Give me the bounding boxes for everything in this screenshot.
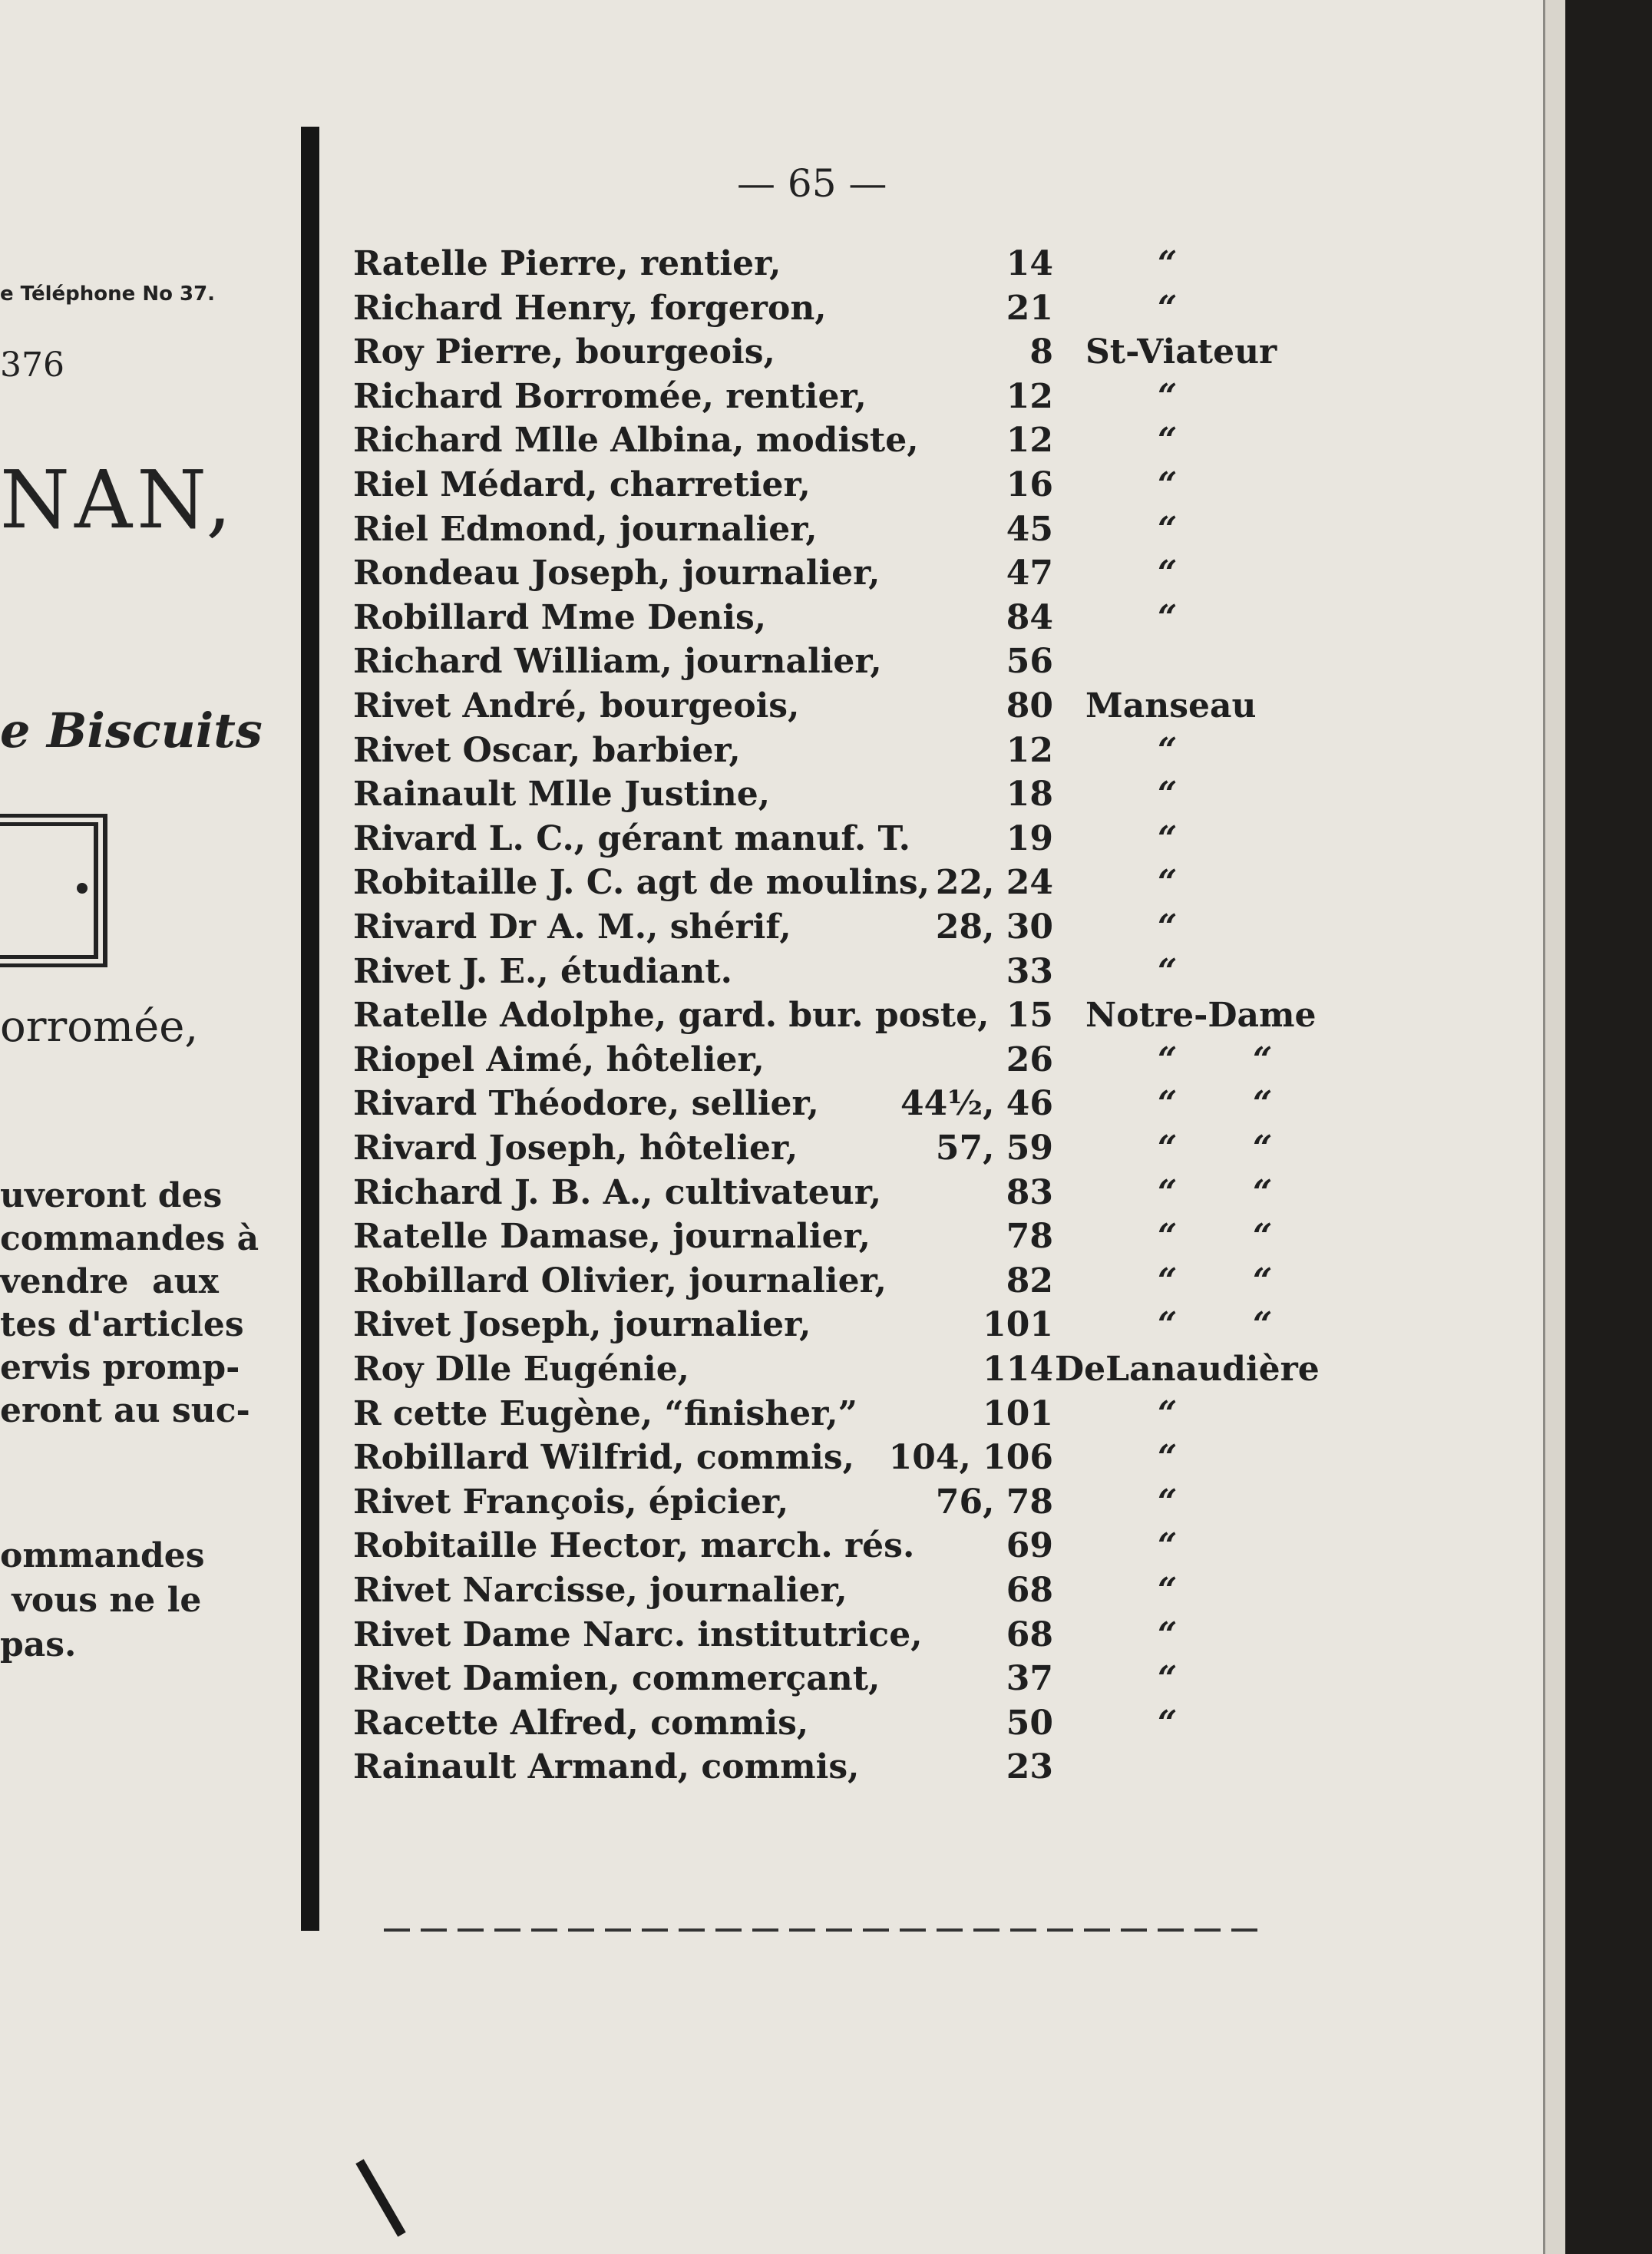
entry-number: 14 (1006, 244, 1053, 283)
entry-name: Rainault Armand, commis, (353, 1747, 860, 1787)
entry-number: 16 (1006, 465, 1053, 504)
ditto-mark: “ (1158, 1305, 1178, 1345)
ditto-mark: “ (1158, 465, 1178, 504)
ditto-mark: “ (1158, 907, 1178, 947)
ditto-mark: “ (1158, 1526, 1178, 1566)
entry-number: 57, 59 (935, 1129, 1053, 1168)
entry-name: Rivet Joseph, journalier, (353, 1305, 811, 1345)
ditto-mark: “ (1253, 1039, 1273, 1079)
background-edge (1566, 0, 1652, 2254)
entry-number: 21 (1006, 288, 1053, 328)
ditto-mark: “ (1158, 818, 1178, 858)
entry-number: 26 (1006, 1039, 1053, 1079)
list-item (0, 1659, 1053, 1702)
bottom-rule (384, 1928, 1267, 1932)
entry-name: Rivet Oscar, barbier, (353, 730, 741, 770)
ditto-mark: “ (1158, 1703, 1178, 1743)
ditto-mark: “ (1253, 1261, 1273, 1301)
entry-number: 76, 78 (935, 1482, 1053, 1522)
entry-name: Robillard Wilfrid, commis, (353, 1438, 854, 1478)
advert-paragraph-1: uveront des commandes à vendre aux tes d'articles ervis promp- eront au suc- (0, 1176, 259, 1430)
phone-number: 376 (0, 345, 64, 385)
list-item (0, 1084, 1053, 1127)
ditto-mark: “ (1158, 1614, 1178, 1654)
list-item (0, 1747, 1053, 1790)
entry-number: 101 (983, 1305, 1053, 1345)
ditto-mark: “ (1158, 376, 1178, 416)
list-item (0, 421, 1053, 464)
entry-number: 69 (1006, 1526, 1053, 1566)
entry-number: 56 (1006, 642, 1053, 682)
ditto-mark: “ (1158, 288, 1178, 328)
entry-number: 15 (1006, 996, 1053, 1036)
list-item (0, 1261, 1053, 1304)
entry-name: Richard Borromée, rentier, (353, 376, 867, 416)
ditto-mark: “ (1158, 1129, 1178, 1168)
entry-street: St-Viateur (1085, 332, 1277, 372)
ditto-mark: “ (1253, 1172, 1273, 1212)
list-item (0, 819, 1053, 862)
advert-address: orromée, (0, 1002, 199, 1052)
entry-name: R cette Eugène, “finisher,” (353, 1393, 857, 1433)
entry-number: 104, 106 (888, 1438, 1053, 1478)
entry-number: 50 (1006, 1703, 1053, 1743)
entry-name: Robitaille Hector, march. rés. (353, 1526, 915, 1566)
ditto-mark: “ (1158, 1217, 1178, 1257)
ditto-mark: “ (1158, 1482, 1178, 1522)
list-item (0, 1129, 1053, 1172)
list-item (0, 289, 1053, 332)
entry-number: 44½, 46 (900, 1084, 1053, 1124)
ditto-mark: “ (1158, 730, 1178, 770)
entry-name: Rivard Dr A. M., shérif, (353, 907, 791, 947)
entry-number: 84 (1006, 597, 1053, 637)
ditto-mark: “ (1158, 597, 1178, 637)
ditto-mark: “ (1158, 863, 1178, 903)
entry-number: 18 (1006, 775, 1053, 815)
entry-name: Richard William, journalier, (353, 642, 882, 682)
entry-number: 45 (1006, 509, 1053, 549)
entry-number: 12 (1006, 730, 1053, 770)
ditto-mark: “ (1158, 1261, 1178, 1301)
entry-name: Riopel Aimé, hôtelier, (353, 1039, 765, 1079)
entry-number: 80 (1006, 686, 1053, 725)
entry-name: Rivard Théodore, sellier, (353, 1084, 819, 1124)
entry-number: 78 (1006, 1217, 1053, 1257)
list-item (0, 1217, 1053, 1260)
list-item (0, 863, 1053, 906)
entry-number: 37 (1006, 1659, 1053, 1699)
page-edge (1543, 0, 1565, 2254)
entry-number: 47 (1006, 554, 1053, 593)
list-item (0, 1571, 1053, 1614)
entry-name: Rivard Joseph, hôtelier, (353, 1129, 798, 1168)
list-item (0, 1704, 1053, 1747)
ditto-mark: “ (1253, 1305, 1273, 1345)
entry-number: 101 (983, 1393, 1053, 1433)
list-item (0, 510, 1053, 553)
entry-name: Rivet Narcisse, journalier, (353, 1571, 847, 1610)
entry-name: Roy Dlle Eugénie, (353, 1350, 690, 1389)
entry-name: Ratelle Adolphe, gard. bur. poste, (353, 996, 990, 1036)
entry-name: Rivet André, bourgeois, (353, 686, 800, 725)
advert-paragraph-2: ommandes vous ne le pas. (0, 1536, 205, 1664)
ditto-mark: “ (1158, 554, 1178, 593)
advert-name: NAN, (0, 453, 236, 547)
list-item (0, 775, 1053, 818)
entry-name: Richard Mlle Albina, modiste, (353, 421, 919, 461)
ditto-mark: “ (1158, 1039, 1178, 1079)
ditto-mark: “ (1158, 421, 1178, 461)
entry-number: 82 (1006, 1261, 1053, 1301)
entry-name: Ratelle Pierre, rentier, (353, 244, 781, 283)
list-item (0, 377, 1053, 420)
entry-number: 68 (1006, 1571, 1053, 1610)
entry-number: 19 (1006, 818, 1053, 858)
ditto-mark: “ (1158, 1571, 1178, 1610)
entry-name: Robitaille J. C. agt de moulins, (353, 863, 930, 903)
ditto-mark: “ (1158, 244, 1178, 283)
entry-name: Robillard Olivier, journalier, (353, 1261, 887, 1301)
ditto-mark: “ (1158, 1659, 1178, 1699)
entry-number: 22, 24 (935, 863, 1053, 903)
ditto-mark: “ (1158, 509, 1178, 549)
list-item (0, 686, 1053, 729)
entry-street: DeLanaudière (1055, 1350, 1320, 1389)
list-item (0, 1173, 1053, 1216)
entry-name: Richard J. B. A., cultivateur, (353, 1172, 882, 1212)
ditto-mark: “ (1253, 1084, 1273, 1124)
list-item (0, 1615, 1053, 1658)
entry-name: Rivet François, épicier, (353, 1482, 789, 1522)
list-item (0, 554, 1053, 597)
ditto-mark: “ (1253, 1217, 1273, 1257)
entry-number: 23 (1006, 1747, 1053, 1787)
entry-name: Riel Edmond, journalier, (353, 509, 818, 549)
list-item (0, 731, 1053, 774)
phone-line: e Téléphone No 37. (0, 283, 216, 306)
advert-gothic-word: e Biscuits (0, 702, 263, 758)
entry-name: Rondeau Joseph, journalier, (353, 554, 881, 593)
list-item (0, 907, 1053, 950)
ditto-mark: “ (1158, 1084, 1178, 1124)
entry-name: Rainault Mlle Justine, (353, 775, 771, 815)
entry-number: 28, 30 (935, 907, 1053, 947)
ditto-mark: “ (1158, 1172, 1178, 1212)
list-item (0, 244, 1053, 287)
list-item (0, 642, 1053, 685)
entry-name: Rivet J. E., étudiant. (353, 951, 732, 991)
ditto-mark: “ (1158, 775, 1178, 815)
entry-number: 12 (1006, 421, 1053, 461)
entry-name: Riel Médard, charretier, (353, 465, 811, 504)
entry-name: Rivet Dame Narc. institutrice, (353, 1614, 923, 1654)
entry-number: 83 (1006, 1172, 1053, 1212)
entry-number: 8 (1029, 332, 1053, 372)
entry-name: Racette Alfred, commis, (353, 1703, 809, 1743)
entry-name: Ratelle Damase, journalier, (353, 1217, 871, 1257)
ditto-mark: “ (1158, 951, 1178, 991)
list-item (0, 598, 1053, 641)
list-item (0, 996, 1053, 1039)
entry-name: Roy Pierre, bourgeois, (353, 332, 775, 372)
list-item (0, 1482, 1053, 1525)
list-item (0, 1526, 1053, 1569)
ditto-mark: “ (1158, 1393, 1178, 1433)
entry-number: 68 (1006, 1614, 1053, 1654)
list-item (0, 1438, 1053, 1481)
ditto-mark: “ (1158, 1438, 1178, 1478)
entry-street: Manseau (1085, 686, 1257, 725)
entry-name: Richard Henry, forgeron, (353, 288, 827, 328)
entry-name: Robillard Mme Denis, (353, 597, 767, 637)
entry-number: 114 (983, 1350, 1053, 1389)
list-item (0, 332, 1053, 375)
page-number: — 65 — (737, 161, 887, 206)
ditto-mark: “ (1253, 1129, 1273, 1168)
entry-street: Notre-Dame (1085, 996, 1317, 1036)
list-item (0, 952, 1053, 995)
entry-name: Rivard L. C., gérant manuf. T. (353, 818, 910, 858)
list-item (0, 1350, 1053, 1393)
entry-number: 33 (1006, 951, 1053, 991)
list-item (0, 1394, 1053, 1437)
entry-name: Rivet Damien, commerçant, (353, 1659, 881, 1699)
list-item (0, 1305, 1053, 1348)
list-item (0, 465, 1053, 508)
entry-number: 12 (1006, 376, 1053, 416)
list-item (0, 1040, 1053, 1083)
